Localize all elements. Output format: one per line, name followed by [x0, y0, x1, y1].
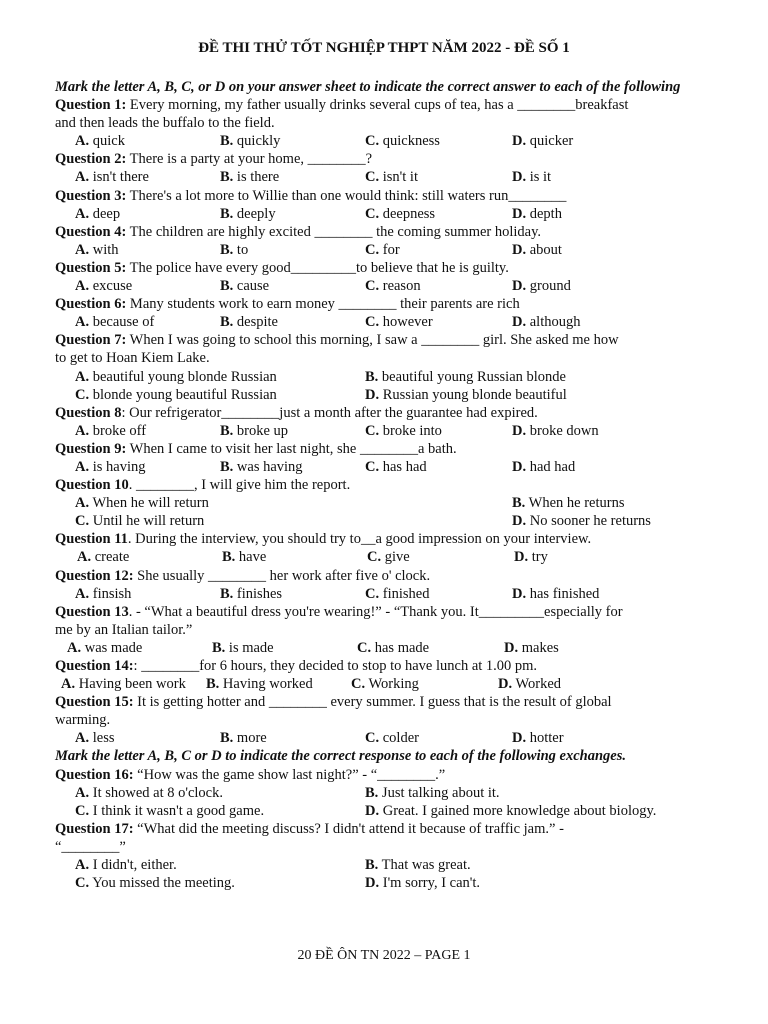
- answer-option-d[interactable]: D. makes: [504, 639, 559, 656]
- answer-option-d[interactable]: D. ground: [512, 278, 571, 295]
- question-text: “How was the game show last night?” - “________.”: [133, 766, 446, 783]
- question-text: . During the interview, you should try to__a good impression on your interview.: [127, 531, 592, 548]
- instruction-text: Mark the letter A, B, C, or D on your answer sheet to indicate the correct answer to each of the following: [55, 79, 681, 95]
- option-letter: C.: [75, 513, 90, 530]
- question-text: The children are highly excited ________ the coming summer holiday.: [126, 223, 542, 240]
- option-letter: D.: [512, 513, 527, 530]
- answer-option-c[interactable]: C. reason: [365, 278, 421, 295]
- answer-options-row: [55, 548, 720, 566]
- answer-option-b[interactable]: B. broke up: [220, 422, 289, 439]
- option-letter: B.: [220, 422, 234, 439]
- answer-option-b[interactable]: B. deeply: [220, 205, 276, 222]
- answer-options-row: [55, 422, 720, 440]
- option-letter: B.: [222, 549, 236, 566]
- answer-option-b[interactable]: B. is there: [220, 169, 280, 186]
- answer-option-a[interactable]: A. with: [75, 241, 119, 258]
- question-label: Question 6:: [55, 296, 127, 313]
- answer-options-row: [55, 386, 720, 404]
- answer-option-c[interactable]: C. quickness: [365, 133, 440, 150]
- answer-option-a[interactable]: A. When he will return: [75, 495, 209, 512]
- option-letter: B.: [220, 241, 234, 258]
- option-letter: B.: [206, 676, 220, 693]
- option-letter: D.: [512, 133, 527, 150]
- question-stem-continued: and then leads the buffalo to the field.: [55, 115, 275, 132]
- option-letter: A.: [75, 241, 90, 258]
- option-letter: B.: [220, 205, 234, 222]
- question-stem: [55, 820, 720, 838]
- answer-option-b[interactable]: B. When he returns: [512, 495, 625, 512]
- option-letter: D.: [365, 802, 380, 819]
- question-label: Question 4:: [55, 223, 127, 240]
- answer-option-d[interactable]: D. I'm sorry, I can't.: [365, 875, 481, 892]
- option-letter: D.: [498, 676, 513, 693]
- question-stem: [55, 259, 720, 277]
- answer-options-row: [55, 168, 720, 186]
- question-label: Question 16:: [55, 766, 134, 783]
- question-stem: [55, 223, 720, 241]
- answer-options-row: [55, 241, 720, 259]
- option-letter: C.: [365, 278, 380, 295]
- option-letter: D.: [514, 549, 529, 566]
- question-text: . - “What a beautiful dress you're wearing!” - “Thank you. It_________especially for: [128, 603, 623, 620]
- answer-option-b[interactable]: B. cause: [220, 278, 270, 295]
- answer-option-d[interactable]: D. broke down: [512, 422, 599, 439]
- option-letter: A.: [75, 169, 90, 186]
- answer-option-c[interactable]: C. give: [367, 549, 410, 566]
- answer-option-b[interactable]: B. is made: [212, 639, 274, 656]
- answer-option-c[interactable]: C. colder: [365, 730, 419, 747]
- question-stem: [55, 404, 720, 422]
- answer-options-row: [55, 512, 720, 530]
- answer-options-row: [55, 277, 720, 295]
- question-stem: [55, 693, 720, 711]
- answer-option-c[interactable]: C. blonde young beautiful Russian: [75, 386, 277, 403]
- answer-option-d[interactable]: D. hotter: [512, 730, 564, 747]
- answer-options-row: [55, 458, 720, 476]
- answer-options-row: [55, 205, 720, 223]
- answer-option-d[interactable]: D. depth: [512, 205, 562, 222]
- question-label: Question 2:: [55, 151, 127, 168]
- option-letter: D.: [512, 422, 527, 439]
- question-label: Question 5:: [55, 259, 127, 276]
- question-stem: [55, 440, 720, 458]
- answer-option-d[interactable]: D. is it: [512, 169, 552, 186]
- answer-option-c[interactable]: C. broke into: [365, 422, 442, 439]
- question-stem: [55, 567, 720, 585]
- option-letter: B.: [365, 368, 379, 385]
- answer-option-d[interactable]: D. quicker: [512, 133, 574, 150]
- option-letter: B.: [220, 585, 234, 602]
- option-letter: B.: [220, 730, 234, 747]
- answer-options-row: [55, 729, 720, 747]
- answer-option-a[interactable]: A. excuse: [75, 278, 133, 295]
- question-stem: [55, 331, 720, 349]
- question-text: Many students work to earn money ________ their parents are rich: [126, 296, 520, 313]
- option-letter: B.: [212, 639, 226, 656]
- option-letter: A.: [61, 676, 76, 693]
- option-letter: C.: [365, 585, 380, 602]
- option-letter: C.: [365, 169, 380, 186]
- option-letter: B.: [365, 784, 379, 801]
- question-text: . ________, I will give him the report.: [128, 477, 351, 494]
- question-stem-continued: “________”: [55, 838, 126, 855]
- answer-options-row: [55, 802, 720, 820]
- page-footer: 20 ĐỀ ÔN TN 2022 – PAGE 1: [297, 948, 471, 963]
- answer-option-d[interactable]: D. try: [514, 549, 548, 566]
- question-label: Question 14:: [55, 658, 134, 674]
- answer-option-b[interactable]: B. despite: [220, 314, 278, 331]
- question-stem: [55, 530, 720, 548]
- answer-option-c[interactable]: C. Until he will return: [75, 513, 205, 530]
- question-text: There is a party at your home, ________?: [126, 151, 373, 168]
- option-letter: B.: [220, 169, 234, 186]
- option-letter: D.: [512, 205, 527, 222]
- question-label: Question 17:: [55, 820, 134, 837]
- question-stem-continued: warming.: [55, 712, 111, 729]
- option-letter: B.: [220, 278, 234, 295]
- question-text: There's a lot more to Willie than one would think: still waters run________: [126, 187, 567, 204]
- answer-option-d[interactable]: D. had had: [512, 458, 576, 475]
- answer-option-c[interactable]: C. however: [365, 314, 433, 331]
- option-letter: B.: [220, 314, 234, 331]
- answer-option-a[interactable]: A. quick: [75, 133, 125, 150]
- answer-option-b[interactable]: B. to: [220, 241, 249, 258]
- option-letter: D.: [512, 241, 527, 258]
- answer-option-d[interactable]: D. about: [512, 241, 562, 258]
- option-letter: A.: [75, 205, 90, 222]
- page-title: ĐỀ THI THỬ TỐT NGHIỆP THPT NĂM 2022 - ĐỀ SỐ 1: [198, 40, 570, 56]
- answer-option-a[interactable]: A. broke off: [75, 422, 147, 439]
- answer-options-row: [55, 313, 720, 331]
- option-letter: D.: [512, 314, 527, 331]
- option-letter: C.: [365, 458, 380, 475]
- answer-option-a[interactable]: A. less: [75, 730, 115, 747]
- answer-option-a[interactable]: A. isn't there: [75, 169, 149, 186]
- answer-option-c[interactable]: C. has made: [357, 639, 430, 656]
- option-letter: B.: [365, 857, 379, 874]
- answer-options-row: [55, 639, 720, 657]
- answer-option-a[interactable]: A. create: [77, 549, 130, 566]
- answer-options-row: [55, 585, 720, 603]
- question-text: Every morning, my father usually drinks several cups of tea, has a ________breakfast: [126, 97, 629, 114]
- option-letter: C.: [75, 802, 90, 819]
- answer-option-c[interactable]: C. You missed the meeting.: [75, 875, 235, 892]
- question-label: Question 11: [55, 531, 128, 548]
- answer-option-a[interactable]: A. beautiful young blonde Russian: [75, 368, 277, 385]
- option-letter: D.: [512, 169, 527, 186]
- question-text: It is getting hotter and ________ every summer. I guess that is the result of global: [133, 694, 612, 711]
- option-letter: B.: [220, 458, 234, 475]
- answer-options-row: [55, 494, 720, 512]
- option-letter: A.: [67, 639, 82, 656]
- question-label: Question 15:: [55, 694, 134, 711]
- answer-option-a[interactable]: A. because of: [75, 314, 155, 331]
- answer-options-row: [55, 784, 720, 802]
- answer-option-b[interactable]: B. That was great.: [365, 857, 471, 874]
- question-text: When I came to visit her last night, she ________a bath.: [126, 440, 457, 457]
- option-letter: C.: [75, 875, 90, 892]
- instruction-text: Mark the letter A, B, C or D to indicate the correct response to each of the following exchanges.: [55, 748, 626, 765]
- exam-content: [55, 78, 720, 892]
- question-text: When I was going to school this morning, I saw a ________ girl. She asked me how: [126, 332, 619, 349]
- option-letter: C.: [357, 639, 372, 656]
- answer-option-d[interactable]: D. Russian young blonde beautiful: [365, 386, 567, 403]
- option-letter: D.: [512, 278, 527, 295]
- question-text: “What did the meeting discuss? I didn't attend it because of traffic jam.” -: [133, 820, 564, 837]
- question-label: Question 1:: [55, 97, 127, 114]
- answer-options-row: [55, 132, 720, 150]
- answer-option-c[interactable]: C. Working: [351, 676, 419, 693]
- answer-option-a[interactable]: A. is having: [75, 458, 146, 475]
- answer-option-a[interactable]: A. Having been work: [61, 676, 186, 693]
- answer-option-a[interactable]: A. It showed at 8 o'clock.: [75, 784, 223, 801]
- option-letter: A.: [75, 133, 90, 150]
- answer-option-a[interactable]: A. I didn't, either.: [75, 857, 177, 874]
- option-letter: A.: [75, 495, 90, 512]
- question-label: Question 8: [55, 404, 122, 421]
- answer-option-c[interactable]: C. finished: [365, 585, 430, 602]
- question-text: The police have every good_________to believe that he is guilty.: [126, 259, 509, 276]
- question-label: Question 13: [55, 603, 129, 620]
- option-letter: C.: [351, 676, 366, 693]
- question-stem: [55, 150, 720, 168]
- question-stem: [55, 657, 720, 675]
- question-stem: [55, 476, 720, 494]
- option-letter: A.: [75, 585, 90, 602]
- answer-option-d[interactable]: D. No sooner he returns: [512, 513, 651, 530]
- answer-option-c[interactable]: C. deepness: [365, 205, 436, 222]
- answer-options-row: [55, 368, 720, 386]
- answer-option-b[interactable]: B. Having worked: [206, 676, 313, 693]
- answer-option-c[interactable]: C. has had: [365, 458, 427, 475]
- option-letter: A.: [75, 314, 90, 331]
- question-stem-continued: me by an Italian tailor.”: [55, 621, 193, 638]
- question-stem: [55, 766, 720, 784]
- option-letter: D.: [365, 875, 380, 892]
- option-letter: D.: [512, 458, 527, 475]
- answer-option-b[interactable]: B. beautiful young Russian blonde: [365, 368, 566, 385]
- answer-option-d[interactable]: D. Worked: [498, 676, 562, 693]
- answer-option-b[interactable]: B. quickly: [220, 133, 281, 150]
- option-letter: C.: [367, 549, 382, 566]
- answer-option-c[interactable]: C. isn't it: [365, 169, 418, 186]
- question-stem-continued: to get to Hoan Kiem Lake.: [55, 350, 210, 367]
- question-stem: [55, 295, 720, 313]
- option-letter: B.: [220, 133, 234, 150]
- question-label: Question 7:: [55, 332, 127, 349]
- answer-option-c[interactable]: C. for: [365, 241, 400, 258]
- question-label: Question 3:: [55, 187, 127, 204]
- option-letter: A.: [75, 368, 90, 385]
- option-letter: A.: [75, 278, 90, 295]
- option-letter: A.: [77, 549, 92, 566]
- question-stem: [55, 187, 720, 205]
- question-label: Question 12:: [55, 567, 134, 584]
- question-text: : Our refrigerator________just a month after the guarantee had expired.: [121, 404, 538, 421]
- option-letter: C.: [365, 133, 380, 150]
- question-stem: [55, 96, 720, 114]
- answer-options-row: [55, 675, 720, 693]
- answer-option-b[interactable]: B. was having: [220, 458, 303, 475]
- option-letter: D.: [365, 386, 380, 403]
- option-letter: B.: [512, 495, 526, 512]
- question-text: : ________for 6 hours, they decided to stop to have lunch at 1.00 pm.: [133, 658, 538, 674]
- answer-option-a[interactable]: A. was made: [67, 639, 143, 656]
- option-letter: C.: [365, 241, 380, 258]
- option-letter: C.: [365, 314, 380, 331]
- answer-option-b[interactable]: B. have: [222, 549, 267, 566]
- answer-option-d[interactable]: D. although: [512, 314, 581, 331]
- answer-option-a[interactable]: A. deep: [75, 205, 121, 222]
- question-label: Question 9:: [55, 440, 127, 457]
- option-letter: A.: [75, 458, 90, 475]
- option-letter: A.: [75, 422, 90, 439]
- option-letter: A.: [75, 730, 90, 747]
- answer-option-b[interactable]: B. more: [220, 730, 267, 747]
- answer-options-row: [55, 874, 720, 892]
- answer-option-b[interactable]: B. Just talking about it.: [365, 784, 500, 801]
- answer-option-b[interactable]: B. finishes: [220, 585, 283, 602]
- option-letter: C.: [75, 386, 90, 403]
- option-letter: D.: [504, 639, 519, 656]
- answer-option-d[interactable]: D. Great. I gained more knowledge about biology.: [365, 802, 657, 819]
- question-text: She usually ________ her work after five o' clock.: [133, 567, 431, 584]
- option-letter: C.: [365, 730, 380, 747]
- answer-option-a[interactable]: A. finsish: [75, 585, 132, 602]
- option-letter: A.: [75, 857, 90, 874]
- option-letter: D.: [512, 730, 527, 747]
- option-letter: C.: [365, 205, 380, 222]
- question-stem: [55, 603, 720, 621]
- option-letter: C.: [365, 422, 380, 439]
- option-letter: D.: [512, 585, 527, 602]
- option-letter: A.: [75, 784, 90, 801]
- answer-option-d[interactable]: D. has finished: [512, 585, 600, 602]
- question-label: Question 10: [55, 477, 129, 494]
- answer-options-row: [55, 856, 720, 874]
- answer-option-c[interactable]: C. I think it wasn't a good game.: [75, 802, 265, 819]
